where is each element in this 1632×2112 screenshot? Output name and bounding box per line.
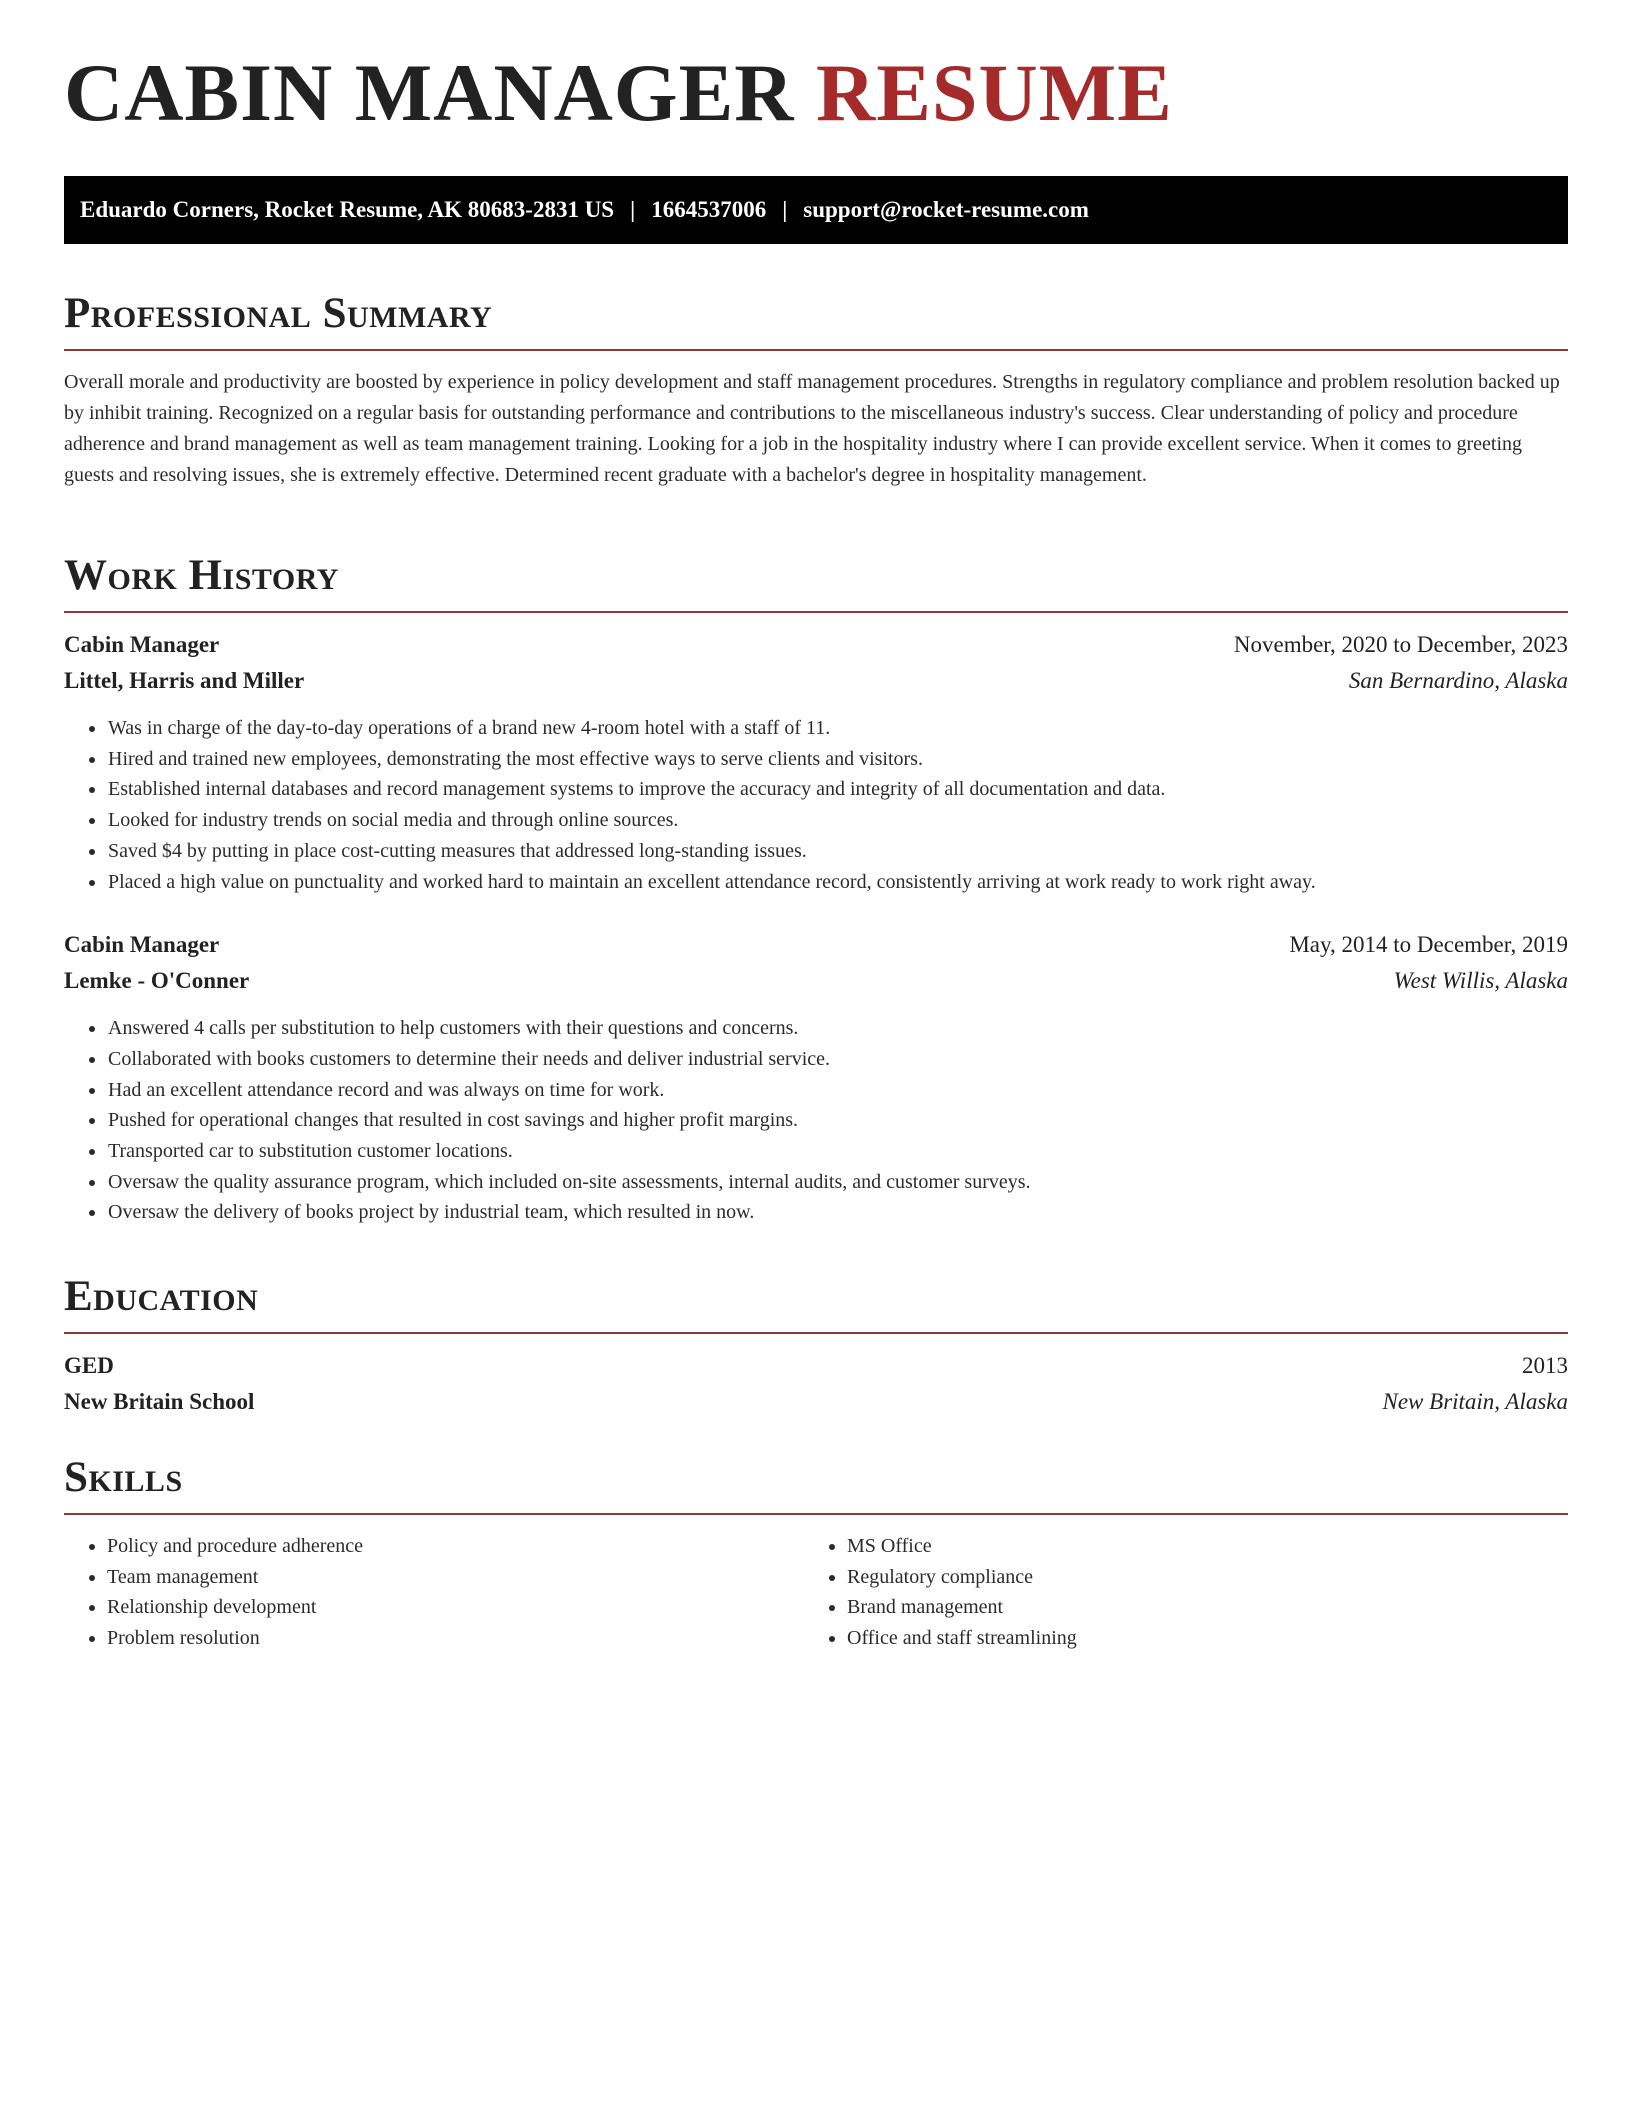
summary-heading: Professional Summary: [64, 292, 1568, 351]
job-location: San Bernardino, Alaska: [1348, 668, 1568, 693]
list-item: • Team management: [107, 1562, 804, 1593]
list-item: • Collaborated with books customers to determine their needs and deliver industrial service.: [107, 1044, 1568, 1075]
contact-separator: |: [782, 197, 788, 222]
list-item: • Relationship development: [107, 1592, 804, 1623]
list-item: • Office and staff streamlining: [847, 1623, 1544, 1654]
list-item: • MS Office: [847, 1531, 1544, 1562]
list-item: • Looked for industry trends on social media and through online sources.: [107, 805, 1568, 836]
skills-list-right: [804, 1531, 1544, 1654]
education-degree: GED: [64, 1353, 114, 1378]
education-section: [64, 1275, 1568, 1420]
list-item: • Answered 4 calls per substitution to help customers with their questions and concerns.: [107, 1013, 1568, 1044]
job-title: Cabin Manager: [64, 932, 220, 958]
job-company: Littel, Harris and Miller: [64, 668, 305, 693]
job-title-row: [64, 627, 1568, 663]
education-heading: Education: [64, 1275, 1568, 1334]
list-item: • Saved $4 by putting in place cost-cutting measures that addressed long-standing issues.: [107, 836, 1568, 867]
list-item: • Established internal databases and record management systems to improve the accuracy and integrity of all documentation and data.: [107, 774, 1568, 805]
job-entry: [64, 927, 1568, 1228]
list-item: • Problem resolution: [107, 1623, 804, 1654]
title-main: CABIN MANAGER: [64, 47, 795, 138]
list-item: • Was in charge of the day-to-day operations of a brand new 4-room hotel with a staff of 11.: [107, 713, 1568, 744]
education-year: 2013: [1522, 1353, 1568, 1378]
list-item: • Oversaw the quality assurance program, which included on-site assessments, internal audits, and customer surveys.: [107, 1167, 1568, 1198]
skills-section: [64, 1456, 1568, 1654]
contact-separator: |: [630, 197, 636, 222]
job-bullets: [64, 713, 1568, 897]
list-item: • Oversaw the delivery of books project by industrial team, which resulted in now.: [107, 1197, 1568, 1228]
education-location: New Britain, Alaska: [1382, 1389, 1568, 1414]
list-item: • Pushed for operational changes that resulted in cost savings and higher profit margins.: [107, 1105, 1568, 1136]
contact-bar: [64, 176, 1568, 244]
list-item: • Had an excellent attendance record and was always on time for work.: [107, 1075, 1568, 1106]
summary-text: Overall morale and productivity are boosted by experience in policy development and staff management procedures. Strengths in regulatory compliance and problem resolution backed up by inhibit training. Recognized on a regular basis for outstanding performance and contributions to the miscellaneous industry's success. Clear understanding of policy and procedure adherence and brand management as well as team management training. Looking for a job in the hospitality industry where I can provide excellent service. When it comes to greeting guests and resolving issues, she is extremely effective. Determined recent graduate with a bachelor's degree in hospitality management.: [64, 371, 1560, 486]
resume-title: [64, 47, 1173, 138]
list-item: • Placed a high value on punctuality and worked hard to maintain an excellent attendance record, consistently arriving at work ready to work right away.: [107, 867, 1568, 898]
job-company-row: [64, 663, 1568, 699]
education-degree-row: [64, 1348, 1568, 1384]
education-entry: [64, 1348, 1568, 1420]
job-company: Lemke - O'Conner: [64, 968, 250, 994]
education-school: New Britain School: [64, 1389, 255, 1414]
list-item: • Transported car to substitution customer locations.: [107, 1136, 1568, 1167]
job-dates: May, 2014 to December, 2019: [1289, 932, 1568, 958]
contact-phone: 1664537006: [651, 197, 767, 222]
contact-address: Eduardo Corners, Rocket Resume, AK 80683-2831 US: [80, 197, 615, 222]
list-item: • Policy and procedure adherence: [107, 1531, 804, 1562]
contact-email: support@rocket-resume.com: [803, 197, 1089, 222]
list-item: • Regulatory compliance: [847, 1562, 1544, 1593]
job-bullets: [64, 1013, 1568, 1228]
skills-heading: Skills: [64, 1456, 1568, 1515]
job-entry: [64, 627, 1568, 897]
job-title: Cabin Manager: [64, 632, 220, 657]
title-accent: RESUME: [816, 47, 1173, 138]
skills-columns: [64, 1531, 1568, 1654]
summary-section: [64, 292, 1568, 491]
list-item: • Hired and trained new employees, demonstrating the most effective ways to serve clients and visitors.: [107, 744, 1568, 775]
work-history-heading: Work History: [64, 554, 1568, 613]
job-dates: November, 2020 to December, 2023: [1233, 632, 1568, 657]
job-location: West Willis, Alaska: [1393, 968, 1568, 994]
list-item: • Brand management: [847, 1592, 1544, 1623]
work-history-section: [64, 554, 1568, 1228]
education-school-row: [64, 1384, 1568, 1420]
job-company-row: [64, 963, 1568, 999]
skills-list-left: [64, 1531, 804, 1654]
job-title-row: [64, 927, 1568, 963]
